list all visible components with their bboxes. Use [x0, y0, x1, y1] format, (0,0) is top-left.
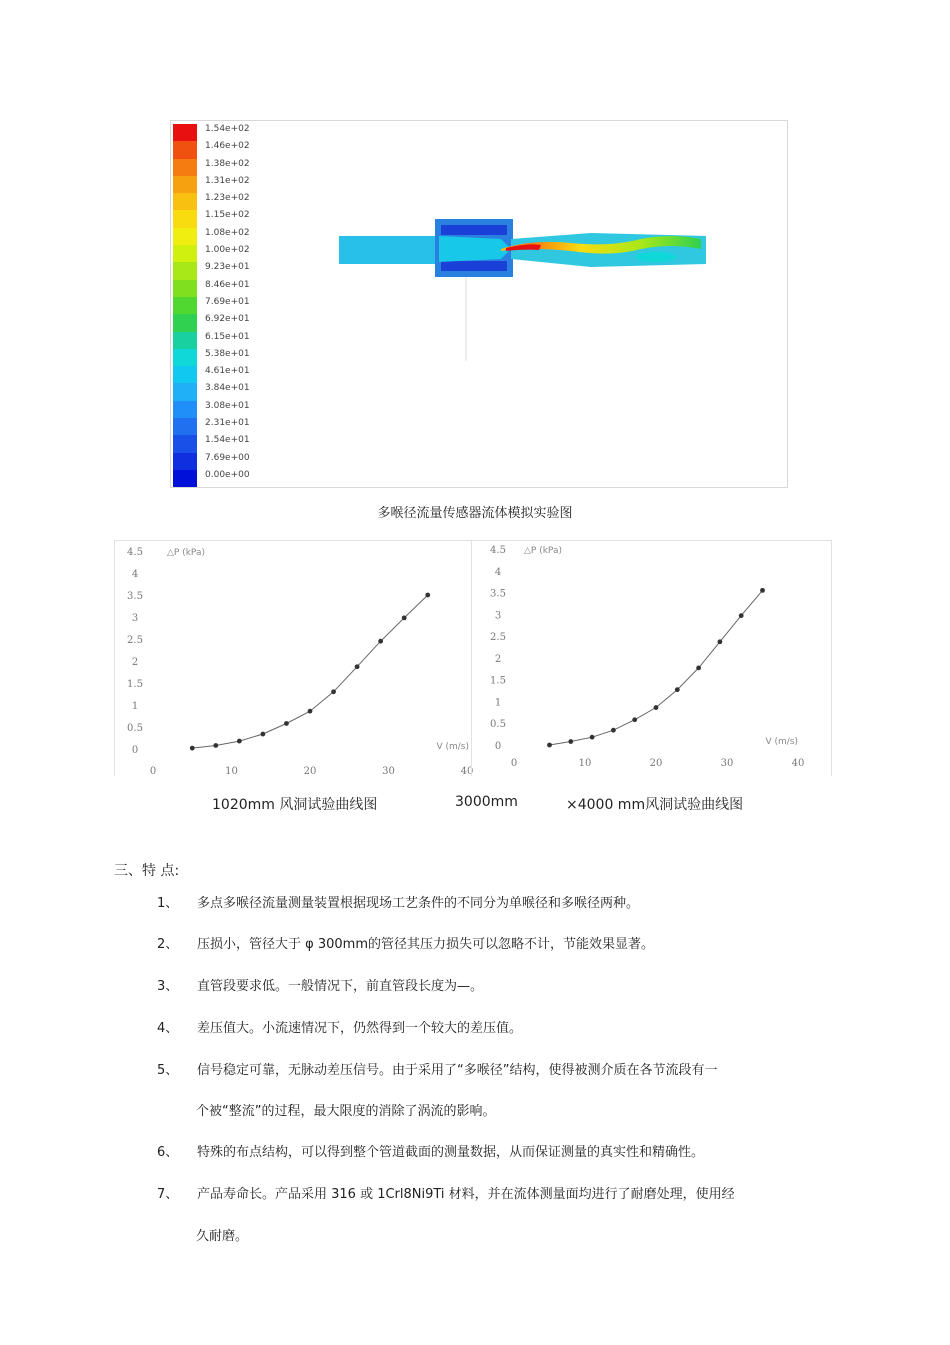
data-point: [308, 709, 313, 714]
cfd-simulation-figure: [170, 120, 788, 488]
y-tick-label: 2.5: [490, 632, 506, 644]
colorbar-label: 9.23e+01: [205, 262, 250, 273]
x-axis-label: V (m/s): [436, 742, 469, 752]
wind-tunnel-chart-left: [114, 540, 474, 777]
colorbar-label: 1.54e+01: [205, 435, 250, 446]
x-tick-label: 10: [225, 766, 238, 777]
y-tick-label: 3: [494, 610, 502, 622]
feature-text: 特殊的布点结构，可以得到整个管道截面的测量数据，从而保证测量的真实性和精确性。: [197, 1145, 705, 1160]
data-point: [654, 705, 659, 710]
chart-caption-right: ×4000 mm风洞试验曲线图: [566, 797, 744, 813]
data-point: [190, 746, 195, 751]
colorbar-label: 1.54e+02: [205, 124, 250, 134]
colorbar-label: 3.08e+01: [205, 400, 250, 411]
y-tick-label: 3.5: [490, 588, 506, 600]
series-line: [192, 595, 427, 748]
y-tick-label: 0: [494, 741, 502, 752]
colorbar-label: 5.38e+01: [205, 348, 250, 359]
y-tick-label: 2.5: [127, 635, 143, 646]
y-tick-label: 0: [131, 745, 139, 756]
feature-number: 2、: [157, 937, 179, 952]
data-point: [611, 728, 616, 733]
data-point: [675, 687, 680, 692]
data-point: [284, 721, 289, 726]
flow-contour-image: [171, 121, 787, 487]
wind-tunnel-chart-right: [471, 540, 832, 776]
y-tick-label: 3.5: [127, 591, 143, 602]
x-tick-label: 40: [791, 758, 805, 769]
feature-text: 压损小，管径大于 φ 300mm的管径其压力损失可以忽略不计，节能效果显著。: [197, 937, 654, 952]
cfd-caption: 多喉径流量传感器流体模拟实验图: [377, 506, 573, 521]
colorbar-label: 1.15e+02: [205, 210, 250, 221]
data-point: [760, 588, 765, 593]
colorbar-label: 1.31e+02: [205, 175, 250, 186]
data-point: [425, 593, 430, 598]
colorbar-label: 1.08e+02: [205, 227, 250, 238]
feature-number: 5、: [157, 1063, 179, 1078]
data-point: [213, 743, 218, 748]
data-point: [355, 664, 360, 669]
colorbar-label: 7.69e+00: [205, 452, 250, 463]
colorbar-label: 1.23e+02: [205, 193, 250, 204]
y-tick-label: 4: [494, 566, 502, 578]
y-tick-label: 4: [131, 569, 139, 580]
inlet-pipe: [339, 236, 439, 264]
colorbar-label: 7.69e+01: [205, 296, 250, 307]
y-tick-label: 4.5: [490, 545, 506, 556]
features-heading: 三、特 点:: [114, 863, 180, 879]
y-tick-label: 4.5: [127, 547, 143, 558]
feature-text: 直管段要求低。一般情况下，前直管段长度为—。: [197, 979, 484, 994]
x-tick-label: 20: [649, 758, 663, 769]
colorbar-label: 4.61e+01: [205, 366, 250, 377]
x-tick-label: 10: [578, 758, 592, 769]
colorbar-label: 2.31e+01: [205, 418, 250, 429]
y-tick-label: 0.5: [127, 723, 143, 734]
data-point: [696, 666, 701, 671]
chart-caption-middle: 3000mm: [455, 794, 518, 810]
chart-left-svg: [115, 541, 472, 777]
feature-number: 1、: [157, 896, 179, 911]
data-point: [590, 735, 595, 740]
data-point: [547, 743, 552, 748]
data-point: [331, 689, 336, 694]
feature-5-continuation: 个被“整流”的过程，最大限度的消除了涡流的影响。: [196, 1104, 496, 1119]
x-tick-label: 20: [303, 766, 317, 777]
y-tick-label: 1: [494, 697, 502, 709]
feature-number: 3、: [157, 979, 179, 994]
y-tick-label: 2: [131, 657, 139, 668]
y-tick-label: 2: [494, 653, 502, 665]
data-point: [261, 732, 266, 737]
x-tick-label: 30: [720, 758, 734, 769]
y-axis-label: △P (kPa): [167, 548, 205, 558]
colorbar-label: 1.38e+02: [205, 158, 250, 169]
chart-caption-left: 1020mm 风洞试验曲线图: [212, 797, 378, 813]
data-point: [568, 739, 573, 744]
colorbar-label: 8.46e+01: [205, 279, 250, 290]
data-point: [718, 639, 723, 644]
data-point: [739, 613, 744, 618]
series-line: [550, 590, 763, 745]
data-point: [378, 639, 383, 644]
colorbar-label: 0.00e+00: [205, 469, 250, 480]
y-axis-label: △P (kPa): [524, 546, 562, 556]
colorbar-label: 1.46e+02: [205, 141, 250, 152]
colorbar-label: 6.92e+01: [205, 314, 250, 325]
feature-number: 7、: [157, 1187, 179, 1202]
x-tick-label: 0: [510, 758, 518, 769]
colorbar-label: 3.84e+01: [205, 383, 250, 394]
data-point: [237, 739, 242, 744]
x-tick-label: 30: [382, 766, 395, 777]
y-tick-label: 3: [131, 613, 139, 624]
feature-text: 差压值大。小流速情况下，仍然得到一个较大的差压值。: [197, 1021, 523, 1036]
feature-number: 6、: [157, 1145, 179, 1160]
feature-text: 多点多喉径流量测量装置根据现场工艺条件的不同分为单喉径和多喉径两种。: [197, 896, 640, 911]
feature-7-continuation: 久耐磨。: [196, 1229, 249, 1244]
x-axis-label: V (m/s): [765, 737, 798, 747]
x-tick-label: 40: [460, 766, 474, 777]
chart-right-svg: [472, 541, 833, 777]
feature-text: 产品寿命长。产品采用 316 或 1Crl8Ni9Ti 材料，并在流体测量面均进行了耐磨处理，使用经: [197, 1187, 735, 1202]
feature-text: 信号稳定可靠，无脉动差压信号。由于采用了“多喉径”结构，使得被测介质在各节流段有一: [197, 1063, 718, 1078]
x-tick-label: 0: [149, 766, 157, 777]
y-tick-label: 1.5: [127, 679, 143, 690]
data-point: [402, 615, 407, 620]
colorbar-label: 1.00e+02: [205, 245, 250, 256]
y-tick-label: 0.5: [490, 719, 506, 731]
y-tick-label: 1: [131, 701, 139, 712]
data-point: [632, 717, 637, 722]
y-tick-label: 1.5: [490, 675, 506, 687]
feature-number: 4、: [157, 1021, 179, 1036]
colorbar-label: 6.15e+01: [205, 331, 250, 342]
